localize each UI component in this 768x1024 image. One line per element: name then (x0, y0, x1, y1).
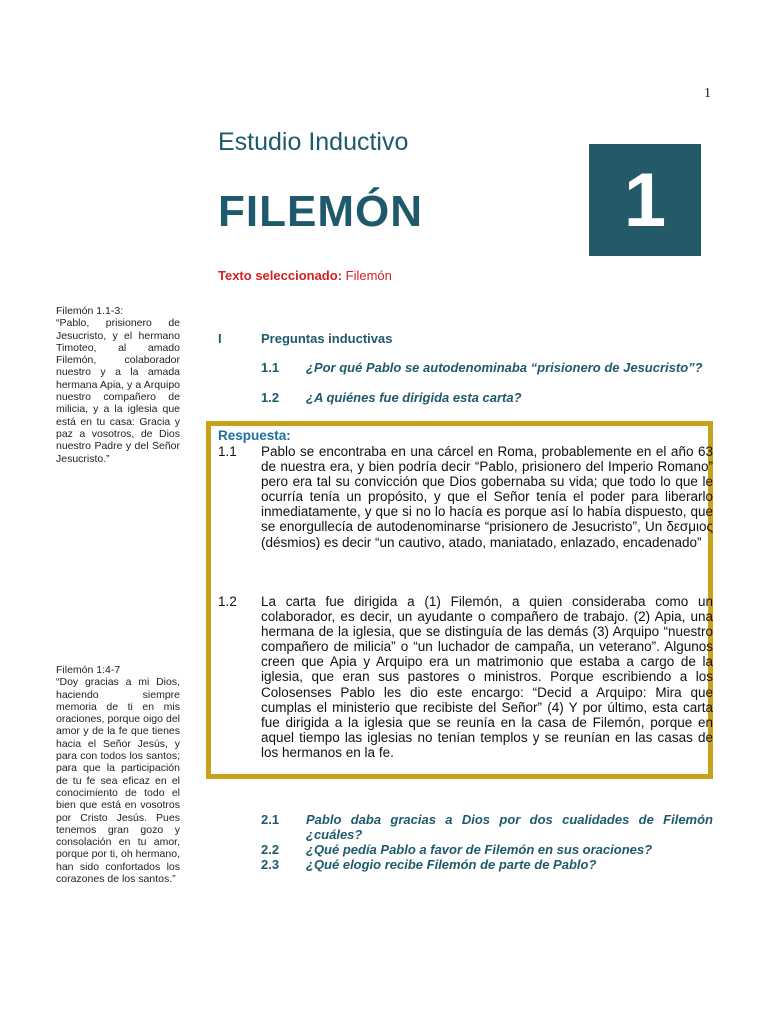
side-note (56, 664, 180, 885)
side-note-reference: Filemón 1.1-3: (56, 305, 124, 317)
answer-number: 1.2 (218, 594, 237, 609)
selected-text-line (218, 268, 392, 283)
selected-text-value: Filemón (345, 268, 392, 283)
study-subtitle: Estudio Inductivo (218, 128, 409, 156)
question-number: 1.2 (261, 390, 280, 405)
answer-label: Respuesta: (218, 428, 291, 443)
study-number-badge: 1 (589, 144, 701, 256)
question-number: 2.1 (261, 812, 280, 827)
page-title: FILEMÓN (218, 187, 423, 236)
side-note-reference: Filemón 1:4-7 (56, 664, 121, 676)
section-number: I (218, 331, 222, 346)
answer-number: 1.1 (218, 444, 237, 459)
answer-text: Pablo se encontraba en una cárcel en Roma, probablemente en el año 63 de nuestra era, y bien podría decir “Pablo, prisionero del Imperio Romano” pero era tal su convicción que Dios gobernaba su vida; que todo lo que le ocurría tenía un propósito, y que el Señor tenía el poder para liberarlo inmediatamente, y que si no lo hacía es porque así lo había dispuesto, que se enorgullecía de autodenominarse “prisionero de Jesucristo”, Un δεσμιος (désmios) es decir “un cautivo, atado, maniatado, enlazado, encadenado” (261, 444, 713, 550)
question-number: 1.1 (261, 360, 280, 375)
question-text: ¿Qué pedía Pablo a favor de Filemón en sus oraciones? (306, 842, 653, 857)
side-note (56, 305, 180, 465)
question-text: ¿Por qué Pablo se autodenominaba “prisionero de Jesucristo”? (306, 360, 703, 375)
selected-text-label: Texto seleccionado: (218, 268, 343, 283)
page-number: 1 (704, 86, 711, 101)
question-text: ¿Qué elogio recibe Filemón de parte de Pablo? (306, 857, 597, 872)
answer-text: La carta fue dirigida a (1) Filemón, a quien consideraba como un colaborador, es decir, un ayudante o compañero de trabajo. (2) Apia, una hermana de la iglesia, que se distinguía de las demás (3) Arquipo “nuestro compañero de milicia” o “un luchador de campaña, un veterano”. Algunos creen que Apia y Arquipo era un matrimonio que estaba a cargo de la iglesia, que eran sus pastores o ministros. Porque escribiendo a los Colosenses Pablo les dio este encargo: “Decid a Arquipo: Mira que cumplas el ministerio que recibiste del Señor” (4) Y por último, esta carta fue dirigida a la iglesia que se reunía en la casa de Filemón, porque en aquel tiempo las iglesias no tenían templos y se reunían en las casas de los hermanos en la fe. (261, 594, 713, 760)
side-note-text: “Pablo, prisionero de Jesucristo, y el hermano Timoteo, al amado Filemón, colaborador nuestro y a la amada hermana Apia, y a Arquipo nuestro compañero de milicia, y a la iglesia que está en tu casa: Gracia y paz a vosotros, de Dios nuestro Padre y del Señor Jesucristo.” (56, 317, 180, 465)
section-title: Preguntas inductivas (261, 331, 393, 346)
question-number: 2.3 (261, 857, 280, 872)
question-text: ¿A quiénes fue dirigida esta carta? (306, 390, 522, 405)
question-number: 2.2 (261, 842, 280, 857)
question-text: Pablo daba gracias a Dios por dos cualidades de Filemón ¿cuáles? (306, 812, 713, 842)
side-note-text: “Doy gracias a mi Dios, haciendo siempre memoria de ti en mis oraciones, porque oigo del amor y de la fe que tienes hacia el Señor Jesús, y para con todos los santos; para que la participación de tu fe sea eficaz en el conocimiento de todo el bien que está en vosotros por Cristo Jesús. Pues tenemos gran gozo y consolación en tu amor, porque por ti, oh hermano, han sido confortados los corazones de los santos.” (56, 676, 180, 886)
